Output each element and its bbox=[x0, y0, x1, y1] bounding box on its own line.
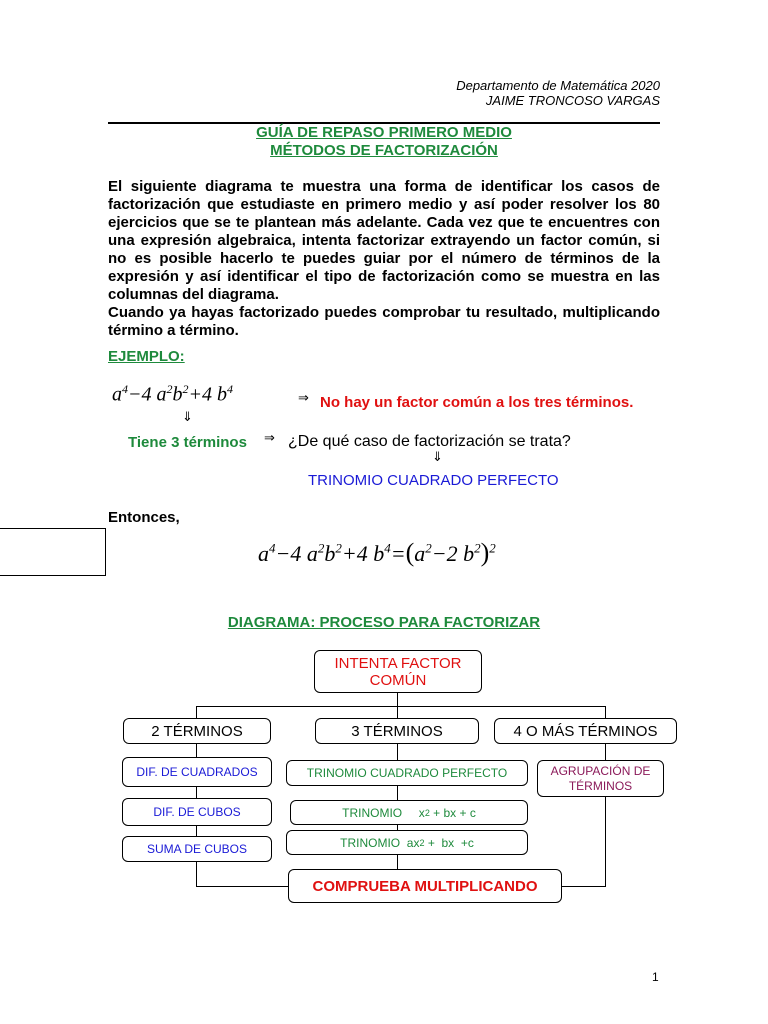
two-terms-box: 2 TÉRMINOS bbox=[123, 718, 271, 744]
four-plus-terms-box: 4 O MÁS TÉRMINOS bbox=[494, 718, 677, 744]
verify-multiplying-box: COMPRUEBA MULTIPLICANDO bbox=[288, 869, 562, 903]
trinomial-ax2-box: TRINOMIO ax 2 + bx +c bbox=[286, 830, 528, 855]
connector-line bbox=[605, 706, 606, 718]
down-arrow-icon: ⇓ bbox=[432, 450, 443, 465]
intro-paragraph-2: Cuando ya hayas factorizado puedes comprobar tu resultado, multiplicando término a término. bbox=[108, 304, 660, 339]
connector-line bbox=[196, 886, 290, 887]
header-author: JAIME TRONCOSO VARGAS bbox=[485, 93, 660, 108]
side-frame bbox=[0, 528, 106, 576]
example-expression: $a^4-4$ $a^2b^2+4$ $b^4$ bbox=[112, 382, 233, 406]
page-number: 1 bbox=[652, 970, 659, 984]
perfect-square-trinomial-box: TRINOMIO CUADRADO PERFECTO bbox=[286, 760, 528, 786]
trinomial-x2-box: TRINOMIO x 2 + bx + c bbox=[290, 800, 528, 825]
difference-of-squares-box: DIF. DE CUADRADOS bbox=[122, 757, 272, 787]
intro-paragraph-1: El siguiente diagrama te muestra una forma de identificar los casos de factorización que estudiaste en primero medio y así poder resolver los 80 ejercicios que se te plantean más adelante. Cada vez que te encuentres con una expresión algebraica, intenta factorizar extrayendo un factor común, si no es posible hacerlo te puedes guiar por el número de términos de la expresión y así identificar el tipo de factorización como se muestra en las columnas del diagrama. bbox=[108, 178, 660, 303]
intro-text bbox=[108, 178, 660, 340]
sum-of-cubes-box: SUMA DE CUBOS bbox=[122, 836, 272, 862]
difference-of-cubes-box: DIF. DE CUBOS bbox=[122, 798, 272, 826]
factored-equation: $a^4-4$ $a^2b^2+4$ $b^4=(a^2-2$ $b^2)^2$ bbox=[258, 538, 496, 567]
factoring-question: ¿De qué caso de factorización se trata? bbox=[288, 433, 571, 450]
right-arrow-icon: ⇒ bbox=[298, 391, 309, 406]
factoring-answer: TRINOMIO CUADRADO PERFECTO bbox=[308, 472, 559, 489]
example-heading: EJEMPLO: bbox=[108, 348, 185, 365]
no-common-factor-note: No hay un factor común a los tres términos. bbox=[320, 394, 634, 411]
diagram-title: DIAGRAMA: PROCESO PARA FACTORIZAR bbox=[227, 614, 541, 631]
connector-line bbox=[397, 692, 398, 718]
connector-line bbox=[560, 886, 606, 887]
page-subtitle: MÉTODOS DE FACTORIZACIÓN bbox=[270, 142, 498, 159]
then-label: Entonces, bbox=[108, 509, 180, 526]
three-terms-box: 3 TÉRMINOS bbox=[315, 718, 479, 744]
down-arrow-icon: ⇓ bbox=[182, 410, 193, 425]
right-arrow-icon: ⇒ bbox=[264, 431, 275, 446]
header-department: Departamento de Matemática 2020 bbox=[456, 78, 660, 93]
page-title: GUÍA DE REPASO PRIMERO MEDIO bbox=[256, 124, 512, 141]
grouping-terms-box: AGRUPACIÓN DE TÉRMINOS bbox=[537, 760, 664, 797]
connector-line bbox=[196, 706, 197, 718]
terms-count-label: Tiene 3 términos bbox=[128, 434, 247, 451]
connector-line bbox=[196, 706, 606, 707]
start-common-factor-box: INTENTA FACTOR COMÚN bbox=[314, 650, 482, 693]
